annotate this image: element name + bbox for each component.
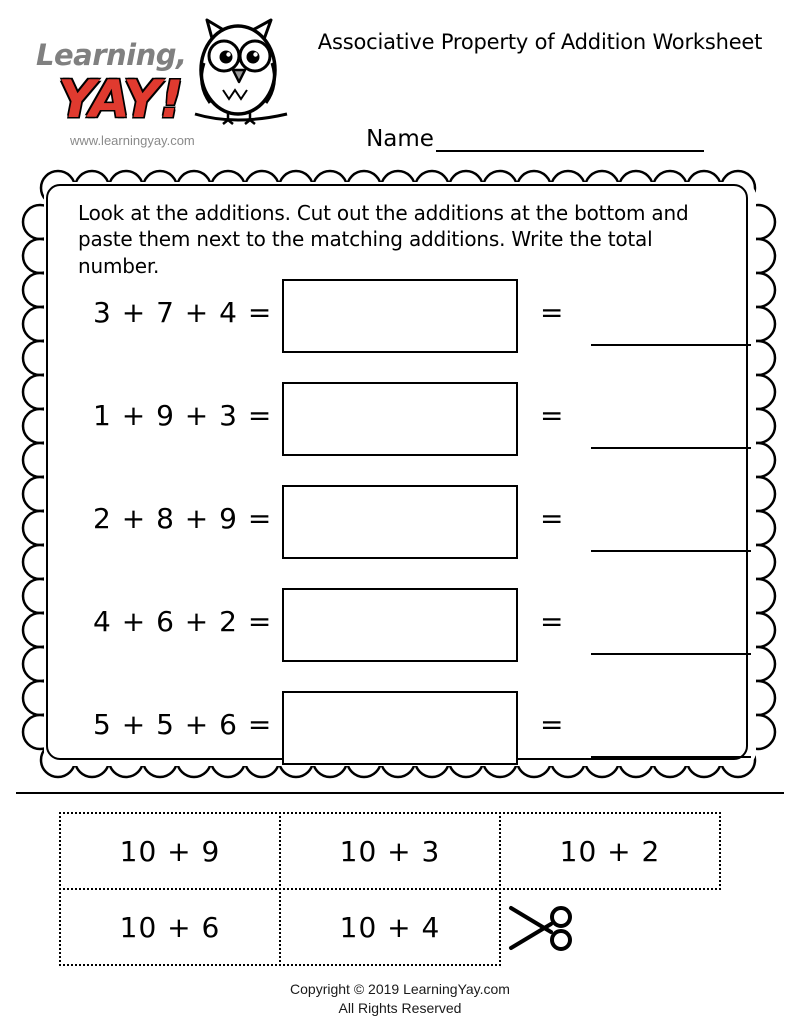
equals-sign: = bbox=[540, 502, 564, 535]
problem-expression: 1 + 9 + 3 = bbox=[93, 399, 273, 432]
equals-sign: = bbox=[540, 296, 564, 329]
copyright-line: Copyright © 2019 LearningYay.com bbox=[290, 981, 510, 997]
problem-row bbox=[48, 684, 750, 787]
cutout-card[interactable]: 10 + 4 bbox=[279, 888, 501, 966]
answer-line[interactable] bbox=[591, 492, 751, 552]
name-label: Name bbox=[366, 126, 434, 152]
answer-line[interactable] bbox=[591, 698, 751, 758]
brand-logo bbox=[28, 8, 298, 158]
name-field-row bbox=[300, 126, 770, 152]
cut-divider-line bbox=[16, 792, 784, 794]
cutout-table bbox=[59, 812, 745, 964]
owl-mascot-icon bbox=[183, 8, 298, 128]
worksheet-content-panel bbox=[46, 184, 748, 760]
cutout-card[interactable]: 10 + 9 bbox=[59, 812, 281, 890]
cutout-card[interactable]: 10 + 6 bbox=[59, 888, 281, 966]
problem-expression: 4 + 6 + 2 = bbox=[93, 605, 273, 638]
logo-url-text: www.learningyay.com bbox=[70, 133, 195, 148]
problem-expression: 3 + 7 + 4 = bbox=[93, 296, 273, 329]
logo-secondary-text: YAY! bbox=[58, 70, 183, 130]
footer bbox=[0, 980, 800, 1018]
paste-box[interactable] bbox=[282, 382, 518, 456]
problem-row bbox=[48, 375, 750, 478]
equals-sign: = bbox=[540, 605, 564, 638]
worksheet-frame bbox=[18, 166, 782, 782]
paste-box[interactable] bbox=[282, 691, 518, 765]
paste-box[interactable] bbox=[282, 485, 518, 559]
problem-expression: 2 + 8 + 9 = bbox=[93, 502, 273, 535]
paste-box[interactable] bbox=[282, 588, 518, 662]
logo-primary-text: Learning, bbox=[36, 38, 187, 72]
name-input-line[interactable] bbox=[436, 130, 704, 152]
problem-expression: 5 + 5 + 6 = bbox=[93, 708, 273, 741]
cutout-row bbox=[59, 812, 745, 888]
scissors-cell bbox=[499, 888, 721, 966]
problem-row bbox=[48, 478, 750, 581]
scissors-icon bbox=[507, 902, 577, 954]
answer-line[interactable] bbox=[591, 286, 751, 346]
equals-sign: = bbox=[540, 399, 564, 432]
instructions-text: Look at the additions. Cut out the additions at the bottom and paste them next to the matching additions. Write the total number. bbox=[78, 201, 689, 278]
answer-line[interactable] bbox=[591, 389, 751, 449]
paste-box[interactable] bbox=[282, 279, 518, 353]
cutout-card[interactable]: 10 + 2 bbox=[499, 812, 721, 890]
equals-sign: = bbox=[540, 708, 564, 741]
problem-row bbox=[48, 272, 750, 375]
worksheet-header bbox=[0, 0, 800, 168]
cutout-card[interactable]: 10 + 3 bbox=[279, 812, 501, 890]
rights-line: All Rights Reserved bbox=[338, 999, 462, 1016]
problem-row bbox=[48, 581, 750, 684]
problems-list bbox=[48, 272, 750, 787]
page-title: Associative Property of Addition Worksheet bbox=[317, 30, 763, 54]
cutout-row bbox=[59, 888, 745, 964]
answer-line[interactable] bbox=[591, 595, 751, 655]
